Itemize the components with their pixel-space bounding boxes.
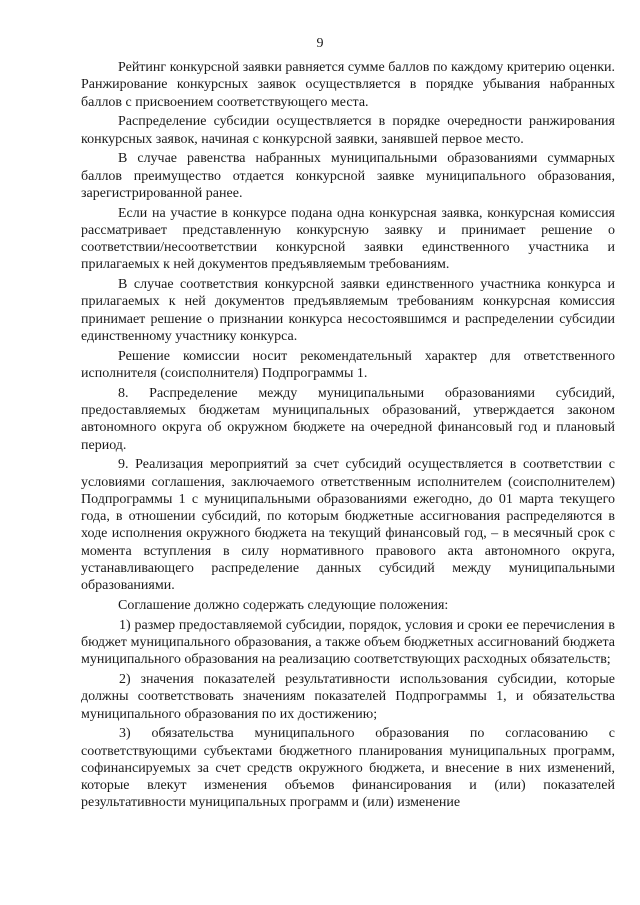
paragraph-subitem-3: 3) обязательства муниципального образования по согласованию с соответствующими субъектами бюджетного планирования муниципальных программ, софинансируемых за счет средств окружного бюджета, и внесение в них изменений, которые влекут изменения объемов финансирования и (или) показателей результативности муниципальных программ и (или) изменение	[81, 726, 615, 811]
paragraph-agreement-intro: Соглашение должно содержать следующие положения:	[118, 598, 449, 614]
paragraph-subitem-1: 1) размер предоставляемой субсидии, порядок, условия и сроки ее перечисления в бюджет муниципального образования, а также объем бюджетных ассигнований бюджета муниципального образования на реализацию соответствующих расходных обязательств;	[81, 617, 615, 668]
paragraph-item-8: 8. Распределение между муниципальными образованиями субсидий, предоставляемых бюджетам муниципальных образований, утверждается законом автономного округа об окружном бюджете на очередной финансовый год и плановый период.	[81, 385, 615, 453]
paragraph-rating: Рейтинг конкурсной заявки равняется сумме баллов по каждому критерию оценки. Ранжирование конкурсных заявок осуществляется в порядке убывания набранных баллов с присвоением соответствующего места.	[81, 60, 615, 110]
paragraph-single-participant: В случае соответствия конкурсной заявки единственного участника конкурса и прилагаемых к ней документов предъявляемым требованиям конкурсная комиссия принимает решение о признании конкурса несостоявшимся и распределении субсидии единственному участнику конкурса.	[81, 277, 615, 345]
paragraph-distribution-order: Распределение субсидии осуществляется в порядке очередности ранжирования конкурсных заявок, начиная с конкурсной заявки, занявшей первое место.	[81, 114, 615, 147]
document-body	[81, 59, 615, 814]
paragraph-item-9: 9. Реализация мероприятий за счет субсидий осуществляется в соответствии с условиями соглашения, заключаемого ответственным исполнителем (соисполнителем) Подпрограммы 1 с муниципальными образованиями ежегодно, до 01 марта текущего года, в отношении субсидий, по которым бюджетные ассигнования распределяются в ходе исполнения окружного бюджета на текущий финансовый год, – в месячный срок с момента вступления в силу нормативного правового акта автономного округа, устанавливающего распределение данных субсидий между муниципальными образованиями.	[81, 457, 615, 594]
paragraph-commission-decision: Решение комиссии носит рекомендательный характер для ответственного исполнителя (соисполнителя) Подпрограммы 1.	[81, 348, 615, 381]
paragraph-single-application: Если на участие в конкурсе подана одна конкурсная заявка, конкурсная комиссия рассматривает представленную конкурсную заявку и принимает решение о соответствии/несоответствии конкурсной заявки единственного участника и прилагаемых к ней документов предъявляемым требованиям.	[81, 205, 615, 273]
paragraph-subitem-2: 2) значения показателей результативности использования субсидии, которые должны соответствовать значениям показателей Подпрограммы 1, и обязательства муниципального образования по их достижению;	[81, 672, 615, 722]
page-number: 9	[316, 36, 324, 51]
paragraph-equal-scores: В случае равенства набранных муниципальными образованиями суммарных баллов преимущество отдается конкурсной заявке муниципального образования, зарегистрированной ранее.	[81, 151, 615, 201]
